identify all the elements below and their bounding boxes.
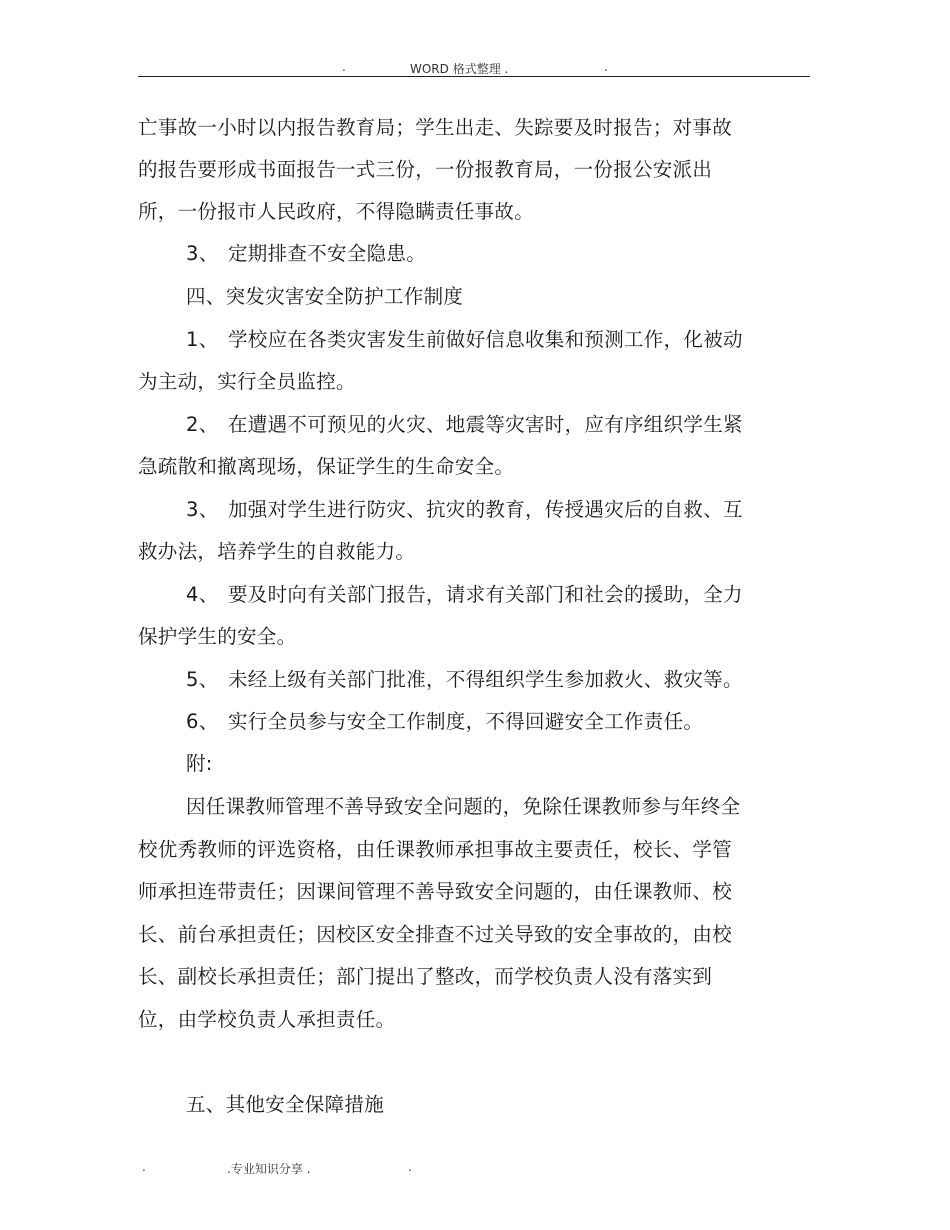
list-item: [186, 583, 743, 607]
list-item: [186, 668, 743, 692]
text-line: 所，一份报市人民政府，不得隐瞒责任事故。: [138, 200, 535, 223]
header-title: WORD 格式整理 .: [410, 62, 509, 76]
header-dot-right: .: [604, 60, 608, 74]
text-line: 保护学生的安全。: [138, 625, 297, 648]
list-item: [186, 413, 743, 437]
list-item: [186, 498, 743, 522]
section-heading: 四、突发灾害安全防护工作制度: [186, 285, 464, 308]
text-line: 亡事故一小时以内报告教育局；学生出走、失踪要及时报告；对事故: [138, 116, 733, 139]
list-number: 5、: [186, 668, 219, 691]
list-number: 6、: [186, 710, 219, 733]
list-text: 实行全员参与安全工作制度，不得回避安全工作责任。: [228, 710, 704, 733]
header-dot-left: .: [342, 60, 346, 74]
list-number: 2、: [186, 413, 219, 436]
text-line: 急疏散和撤离现场，保证学生的生命安全。: [138, 455, 515, 478]
page-header: [138, 56, 810, 77]
list-number: 3、: [186, 498, 219, 521]
footer-dot-right: .: [408, 1160, 412, 1174]
text-line: 校优秀教师的评选资格，由任课教师承担事故主要责任，校长、学管: [138, 838, 733, 861]
list-number: 1、: [186, 328, 219, 351]
list-item: [186, 710, 703, 734]
text-line: 救办法，培养学生的自救能力。: [138, 540, 416, 563]
text-line: 为主动，实行全员监控。: [138, 370, 356, 393]
list-text: 学校应在各类灾害发生前做好信息收集和预测工作，化被动: [228, 328, 743, 351]
list-text: 未经上级有关部门批准，不得组织学生参加救火、救灾等。: [228, 668, 743, 691]
list-text: 要及时向有关部门报告，请求有关部门和社会的援助，全力: [228, 583, 743, 606]
appendix-label: 附:: [186, 752, 213, 775]
list-text: 在遭遇不可预见的火灾、地震等灾害时，应有序组织学生紧: [228, 413, 743, 436]
list-text: 定期排查不安全隐患。: [228, 242, 427, 265]
text-line: 长、副校长承担责任；部门提出了整改，而学校负责人没有落实到: [138, 965, 713, 988]
list-item: [186, 328, 743, 352]
text-line: 的报告要形成书面报告一式三份，一份报教育局，一份报公安派出: [138, 158, 713, 181]
list-number: 3、: [186, 242, 219, 265]
text-line: 师承担连带责任；因课间管理不善导致安全问题的，由任课教师、校: [138, 880, 733, 903]
footer-dot-left: .: [142, 1160, 146, 1174]
list-number: 4、: [186, 583, 219, 606]
list-text: 加强对学生进行防灾、抗灾的教育，传授遇灾后的自救、互: [228, 498, 743, 521]
footer-label: .专业知识分享 .: [227, 1162, 311, 1176]
text-line: 因任课教师管理不善导致安全问题的，免除任课教师参与年终全: [186, 795, 741, 818]
text-line: 位，由学校负责人承担责任。: [138, 1008, 396, 1031]
text-line: 长、前台承担责任；因校区安全排查不过关导致的安全事故的，由校: [138, 923, 733, 946]
section-heading: 五、其他安全保障措施: [186, 1093, 385, 1116]
list-item: [186, 242, 426, 266]
